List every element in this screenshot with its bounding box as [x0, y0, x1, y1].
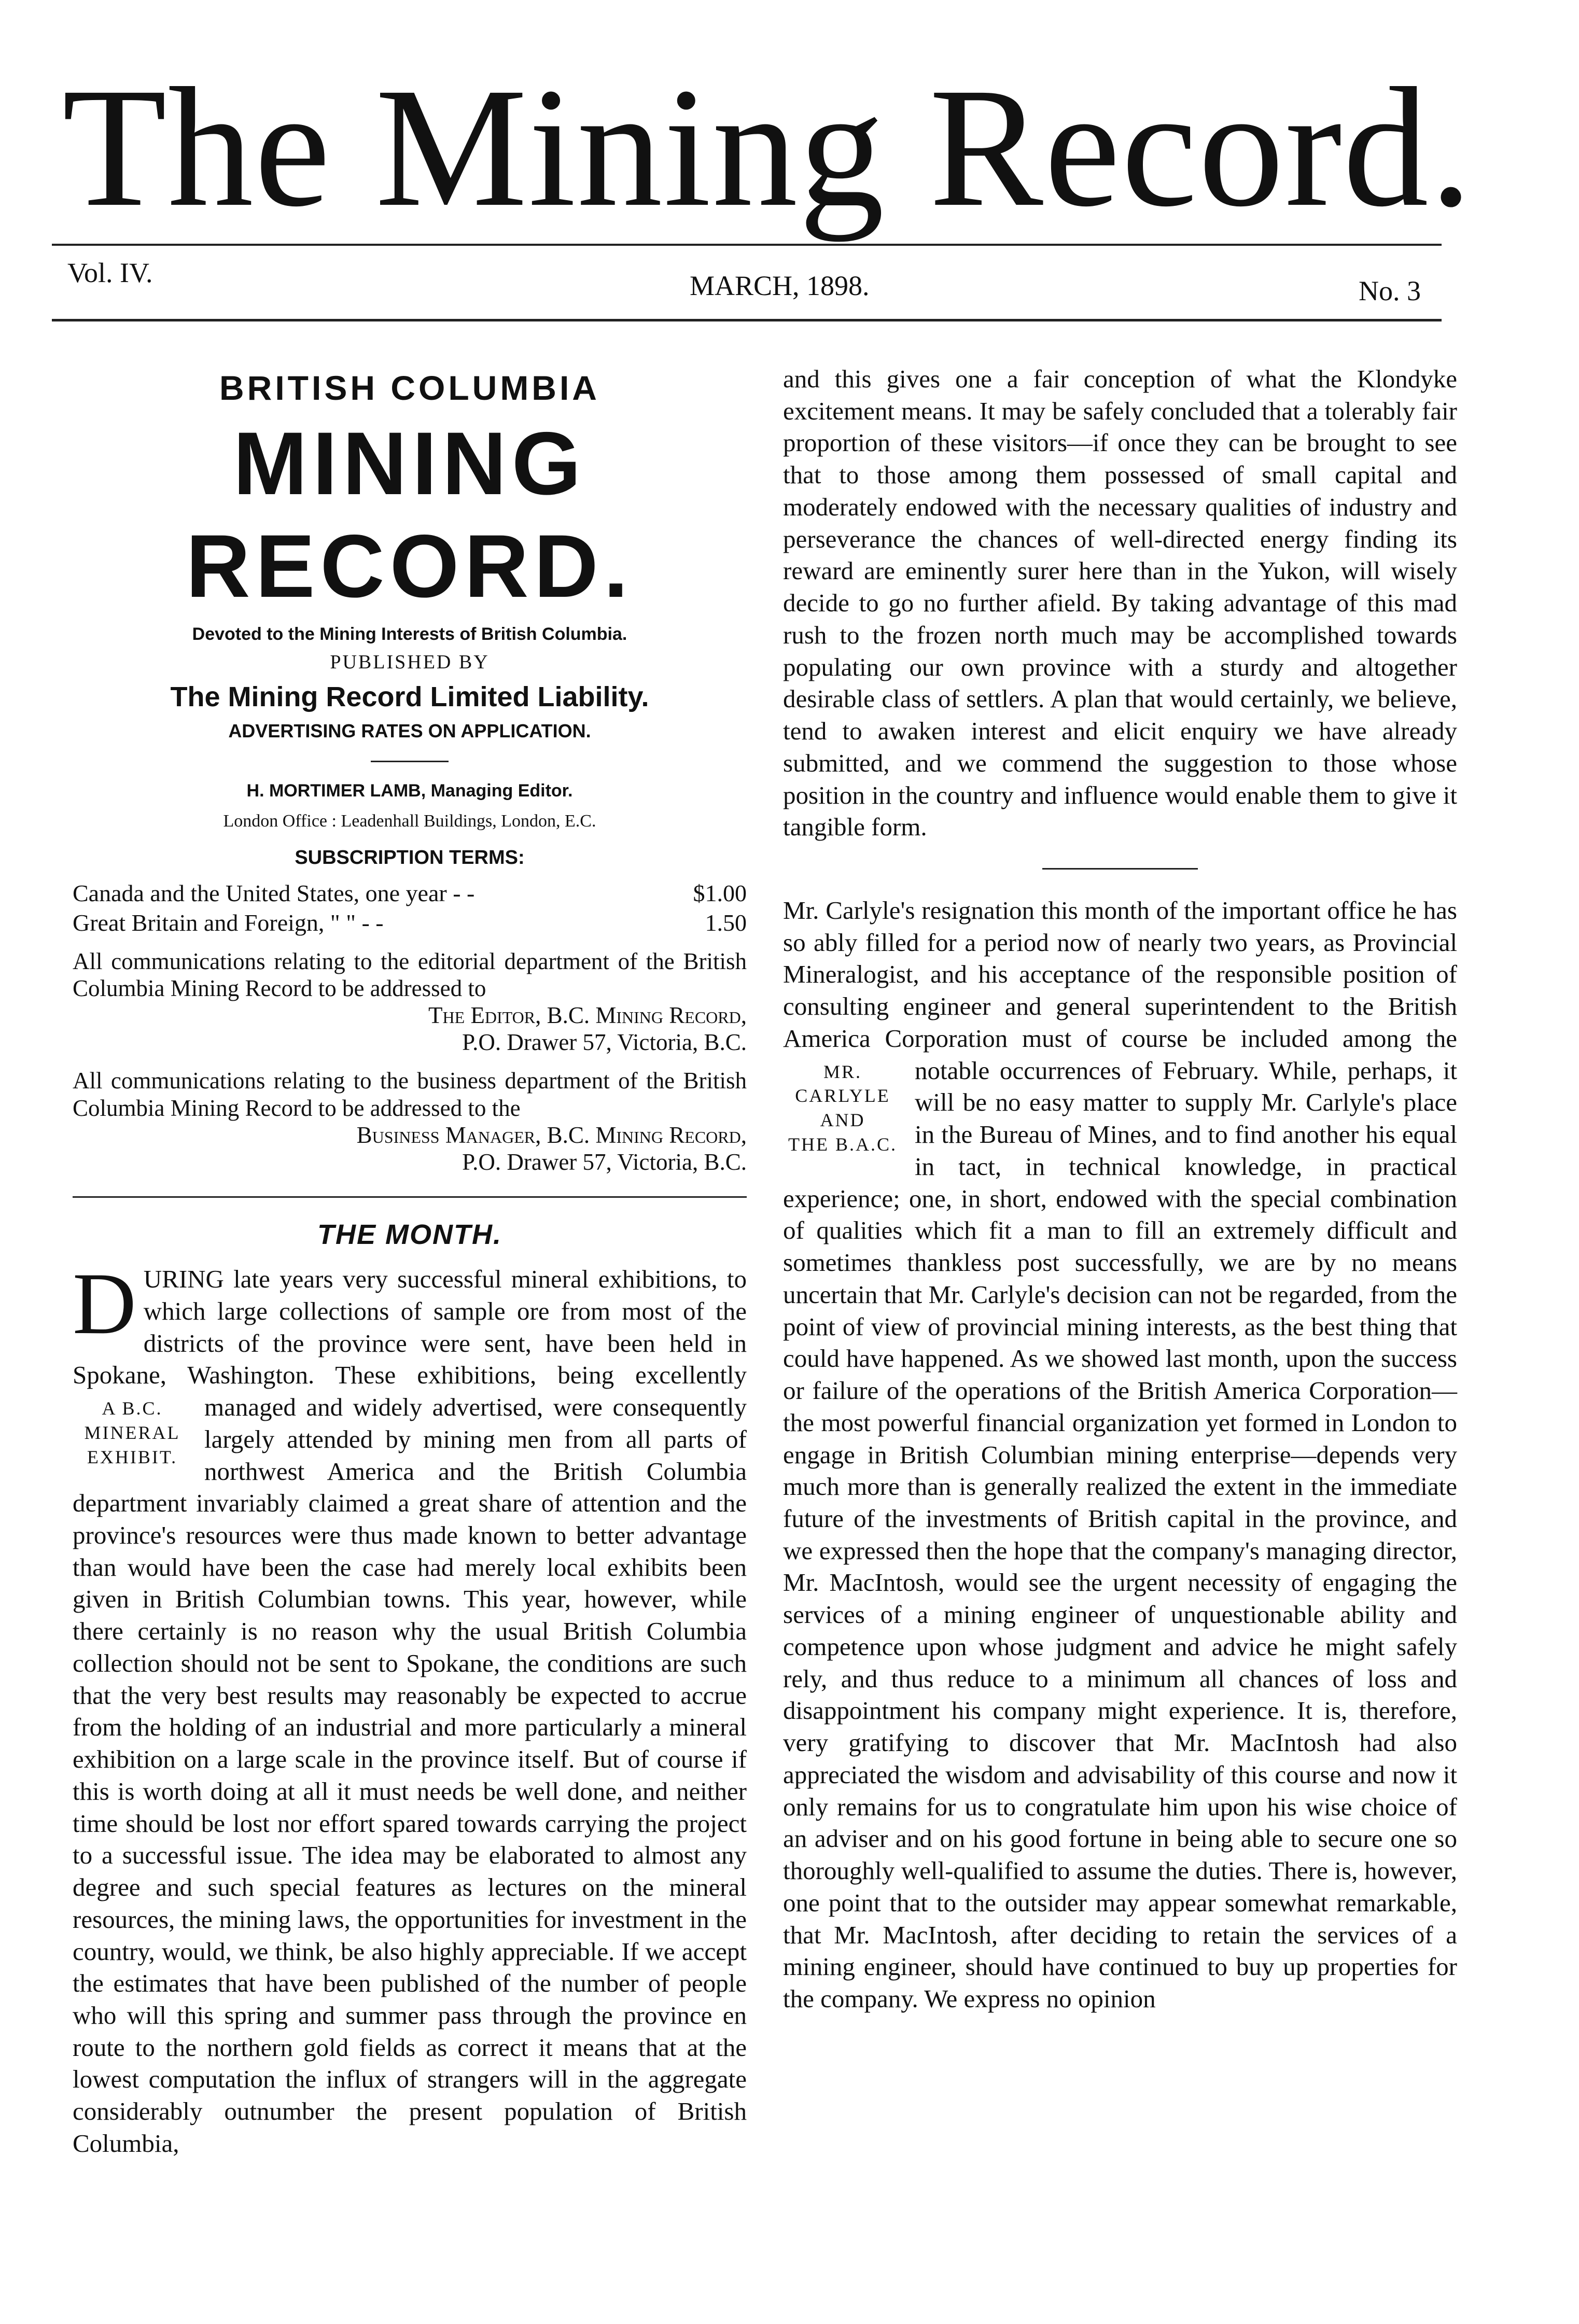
- paragraph-lead: Mr. Carlyle's resignation this month of the important office he has so ably filled for a period now of nearly two years, as Provincial Mineralogist, and his acceptance of the responsible position of consulting engineer and general superintendent to the British America Corporation must of course be included among the notable occurrences of February. While,: [783, 896, 1457, 1085]
- rate-price: 1.50: [705, 909, 747, 936]
- sidehead-carlyle-bac: [783, 1060, 902, 1157]
- imprint-published-by: PUBLISHED BY: [330, 651, 490, 673]
- rate-price: $1.00: [693, 879, 747, 906]
- editorial-notice: All communications relating to the editorial department of the British Columbia Mining Record to be addressed to: [73, 948, 747, 1001]
- business-address-line-2: P.O. Drawer 57, Victoria, B.C.: [462, 1149, 747, 1175]
- sidehead-line: A B.C.: [102, 1398, 163, 1419]
- sidehead-line: AND: [820, 1110, 865, 1131]
- masthead-rule-bottom: [52, 319, 1442, 321]
- imprint-publisher: The Mining Record Limited Liability.: [170, 681, 649, 712]
- imprint-devoted: Devoted to the Mining Interests of British Columbia.: [192, 624, 627, 644]
- imprint-region: BRITISH COLUMBIA: [219, 369, 600, 407]
- paragraph-body: advertised, were consequently largely attended by mining men from all parts of northwest America and the British Columbia department invariably claimed a great share of attention and the province's resources were thus made known to better advantage than would have been the case had merely local exhibits been given in British Columbian towns. This year, however, while there certainly is no reason why the usual British Columbia collection should not be sent to Spokane, the conditions are such that the very best results may reasonably be expected to accrue from the holding of an industrial and more particularly a mineral exhibition on a large scale in the province itself. But of course if this is worth doing at all it must needs be well done, and neither time should be lost nor effort spared towards carrying the project to a successful issue. The idea may be elaborated to almost any degree and such special features as lectures on the mineral resources, the mining laws, the opportunities for investment in the country, would, we think, be also highly appreciable. If we accept the estimates that have been published of the number of people who will this spring and summer pass through the province en route to the northern gold fields as correct it means that at the lowest computation the influx of strangers will in the aggregate considerably outnumber the present population of British Columbia,: [73, 1393, 747, 2158]
- drop-cap: D: [73, 1255, 136, 1353]
- left-column: [73, 363, 747, 2160]
- imprint-advertising: ADVERTISING RATES ON APPLICATION.: [228, 720, 591, 741]
- subscription-heading: SUBSCRIPTION TERMS:: [295, 846, 525, 869]
- editorial-address-line-1: The Editor, B.C. Mining Record,: [428, 1002, 747, 1028]
- rate-label: Great Britain and Foreign, " " - -: [73, 909, 384, 936]
- masthead-title: The Mining Record.: [62, 53, 1474, 242]
- article-paragraph: [73, 1255, 747, 2160]
- issue-number: No. 3: [1359, 275, 1421, 306]
- paragraph-separator: [1042, 868, 1198, 870]
- imprint-editor: H. MORTIMER LAMB, Managing Editor.: [246, 780, 573, 801]
- sidehead-bc-mineral-exhibit: [73, 1396, 192, 1469]
- subscription-rate-row: [73, 879, 747, 907]
- editorial-address-line-2: P.O. Drawer 57, Victoria, B.C.: [462, 1029, 747, 1056]
- sidehead-line: EXHIBIT.: [87, 1446, 178, 1467]
- imprint-bottom-rule: [73, 1196, 747, 1198]
- article-paragraph: [783, 894, 1457, 2015]
- masthead-rule-top: [52, 244, 1442, 246]
- volume-label: Vol. IV.: [67, 257, 153, 288]
- section-heading-the-month: THE MONTH.: [317, 1219, 502, 1251]
- imprint-name: MINING RECORD.: [186, 414, 634, 616]
- subscription-rate-row: [73, 909, 747, 936]
- business-notice: All communications relating to the business department of the British Columbia Mining Record to be addressed to the: [73, 1068, 747, 1121]
- sidehead-line: MINERAL: [84, 1422, 180, 1443]
- article-paragraph-continued: and this gives one a fair conception of what the Klondyke excitement means. It may be safely concluded that a tolerably fair proportion of these visitors—if once they can be brought to see that to those among them possessed of small capital and moderately endowed with the necessary qualities of industry and perseverance the chances of well-directed energy finding its reward are eminently surer here than in the Yukon, will wisely decide to go no further afield. By taking advantage of this mad rush to the frozen north much may be accomplished towards populating our own province with a sturdy and altogether desirable class of settlers. A plan that would certainly, we believe, tend to awaken interest and elicit enquiry we have already submitted, and we commend the suggestion to those whose position in the country and influence would enable them to give it tangible form.: [783, 365, 1457, 842]
- business-address-line-1: Business Manager, B.C. Mining Record,: [356, 1122, 747, 1148]
- rate-label: Canada and the United States, one year - -: [73, 879, 475, 906]
- right-column: [783, 363, 1457, 2015]
- issue-date: MARCH, 1898.: [690, 270, 870, 301]
- imprint-block: [73, 368, 747, 1198]
- sidehead-line: THE B.A.C.: [788, 1134, 897, 1155]
- paragraph-body: perhaps, it will be no easy matter to supply Mr. Carlyle's place in the Bureau of Mines, and to find another his equal in tact, in technical knowledge, in practical experience; one, in short, endowed with the special combination of qualities which fit a man to fill an extremely difficult and sometimes thankless post successfully, we are by no means uncertain that Mr. Carlyle's decision can not be regarded, from the point of view of provincial mining interests, as the best thing that could have happened. As we showed last month, upon the success or failure of the operations of the British America Corporation—the most powerful financial organization yet formed in London to engage in British Columbian mining enterprise—depends very much more than is generally realized the extent in the immediate future of the investments of British capital in the province, and we expressed then the hope that the company's managing director, Mr. MacIntosh, would see the urgent necessity of engaging the services of a mining engineer of unquestionable ability and competence upon whose judgment and advice he might safely rely, and thus reduce to a minimum all chances of loss and disappointment his company might experience. It is, therefore, very gratifying to discover that Mr. MacIntosh had also appreciated the wisdom and advisability of this course and now it only remains for us to congratulate him upon his wise choice of an adviser and on his good fortune in being able to secure one so thoroughly well-qualified to assume the duties. There is, however, one point that to the outsider may appear somewhat remarkable, that Mr. MacIntosh, after deciding to retain the services of a mining engineer, should have continued to buy up properties for the company. We express no opinion: [783, 1056, 1457, 2013]
- imprint-divider: [371, 761, 449, 762]
- sidehead-line: MR. CARLYLE: [795, 1061, 890, 1107]
- paragraph-lead: URING late years very successful mineral exhibitions, to which large collections of sample ore from most of the districts of the province were sent, have been held in Spokane, Washington. These exhibitions, being excellently managed and widely: [73, 1265, 747, 1422]
- imprint-london-office: London Office : Leadenhall Buildings, London, E.C.: [223, 811, 596, 831]
